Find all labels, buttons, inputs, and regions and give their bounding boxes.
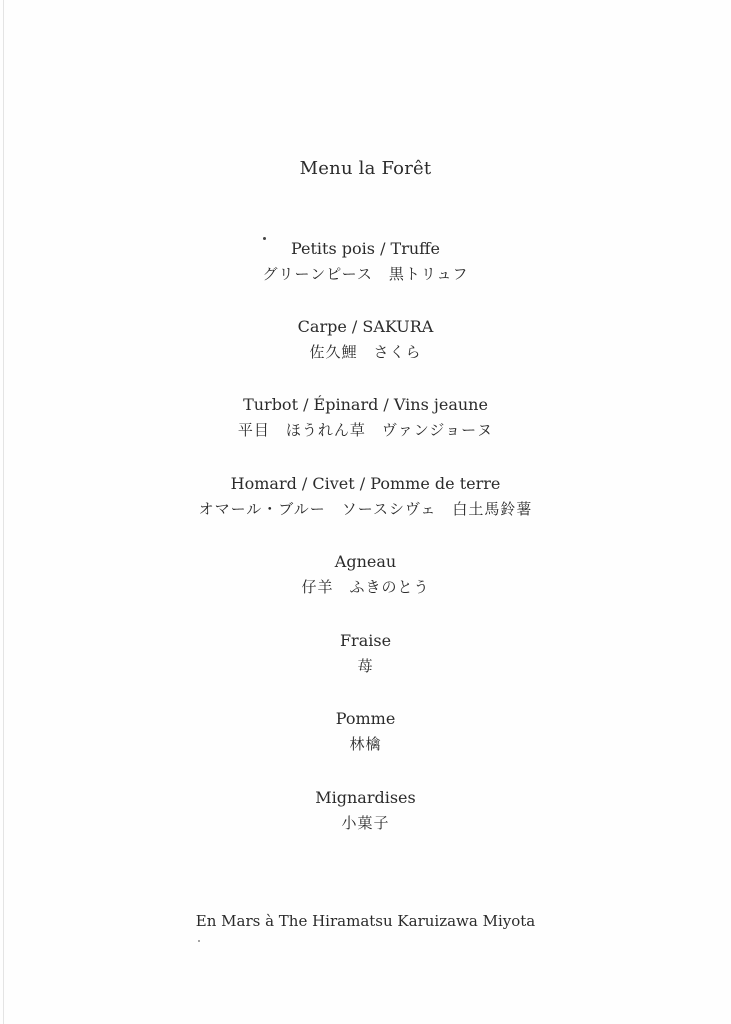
menu-title: Menu la Forêt [299, 158, 432, 179]
course-name-fr: Mignardises [315, 788, 416, 807]
course-name-ja: 平目 ほうれん草 ヴァンジョーヌ [237, 421, 494, 439]
course-item [0, 707, 731, 757]
course-name-fr: Pomme [335, 709, 396, 728]
course-item [0, 629, 731, 679]
menu-footer: En Mars à The Hiramatsu Karuizawa Miyota [195, 912, 536, 930]
course-name-fr: Agneau [334, 552, 397, 571]
scan-speck [263, 237, 266, 240]
course-name-ja: 林檎 [349, 735, 382, 753]
course-name-ja: 小菓子 [341, 814, 390, 832]
course-name-fr: Fraise [339, 631, 392, 650]
course-item [0, 393, 731, 443]
course-name-ja: 仔羊 ふきのとう [301, 578, 430, 596]
course-name-fr: Homard / Civet / Pomme de terre [230, 474, 501, 493]
course-item [0, 237, 731, 287]
course-name-fr: Turbot / Épinard / Vins jeaune [243, 395, 488, 414]
course-item [0, 472, 731, 522]
course-name-ja: 苺 [357, 657, 374, 675]
course-name-ja: オマール・ブルー ソースシヴェ 白土馬鈴薯 [198, 500, 533, 518]
course-name-ja: 佐久鯉 さくら [309, 343, 422, 361]
course-item [0, 550, 731, 600]
course-name-ja: グリーンピース 黒トリュフ [262, 265, 469, 283]
course-item [0, 315, 731, 365]
scan-speck [198, 940, 200, 942]
course-name-fr: Carpe / SAKURA [297, 317, 434, 336]
course-item [0, 786, 731, 836]
course-name-fr: Petits pois / Truffe [290, 239, 440, 258]
